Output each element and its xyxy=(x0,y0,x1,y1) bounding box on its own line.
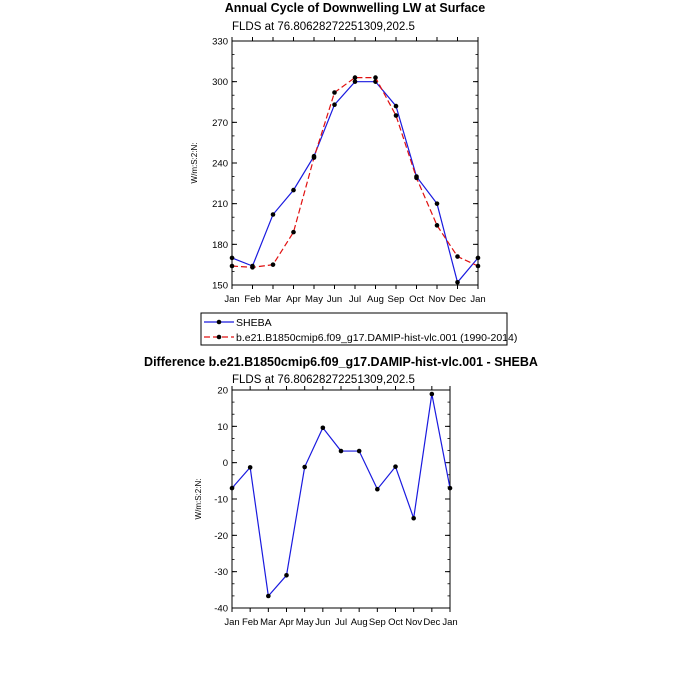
data-point xyxy=(430,392,435,397)
x-tick-label: Mar xyxy=(260,617,277,628)
x-tick-label: Oct xyxy=(409,294,424,305)
y-tick-label: 330 xyxy=(212,36,228,48)
x-axis-ticks xyxy=(224,386,457,628)
plot-frame xyxy=(232,390,450,608)
y-tick-label: -10 xyxy=(214,494,228,506)
x-tick-label: Jan xyxy=(224,294,240,305)
data-point xyxy=(230,256,235,261)
x-tick-label: Jul xyxy=(348,294,362,305)
y-tick-label: 0 xyxy=(222,458,228,470)
y-axis-ticks xyxy=(212,37,478,292)
data-point xyxy=(455,280,460,285)
legend-label-sheba: SHEBA xyxy=(236,317,272,329)
data-point xyxy=(271,262,276,267)
data-point xyxy=(230,486,235,491)
y-tick-label: -30 xyxy=(214,567,228,579)
data-point xyxy=(230,264,235,269)
data-point xyxy=(353,79,358,84)
data-point xyxy=(332,90,337,95)
x-tick-label: Apr xyxy=(279,617,294,628)
data-point xyxy=(476,256,481,261)
data-point xyxy=(455,254,460,259)
data-point xyxy=(248,465,253,470)
chart-subtitle: FLDS at 76.80628272251309,202.5 xyxy=(232,21,415,33)
data-point xyxy=(448,486,453,491)
data-point xyxy=(312,155,317,160)
x-tick-label: May xyxy=(305,294,323,305)
data-point xyxy=(411,516,416,521)
x-tick-label: Jul xyxy=(334,617,348,628)
x-tick-label: Dec xyxy=(449,294,466,305)
y-tick-label: 150 xyxy=(212,280,228,292)
y-axis-ticks xyxy=(214,386,450,615)
data-point xyxy=(332,102,337,107)
data-point xyxy=(435,201,440,206)
annual-cycle-panel xyxy=(190,1,486,305)
difference-panel xyxy=(144,355,538,628)
data-point xyxy=(414,176,419,181)
chart-title: Annual Cycle of Downwelling LW at Surface xyxy=(224,1,486,15)
x-tick-label: Sep xyxy=(368,617,386,628)
y-tick-label: -20 xyxy=(214,530,228,542)
data-point xyxy=(375,487,380,492)
chart-title: Difference b.e21.B1850cmip6.f09_g17.DAMIP-hist-vlc.001 - SHEBA xyxy=(144,355,538,369)
y-axis-label: W/m:S:2:N: xyxy=(190,142,199,184)
y-tick-label: -40 xyxy=(214,603,228,615)
data-point xyxy=(339,449,344,454)
series-line-1 xyxy=(232,78,478,268)
data-point xyxy=(353,75,358,80)
x-tick-label: Feb xyxy=(241,617,259,628)
series-group xyxy=(230,392,453,599)
data-point xyxy=(250,265,255,270)
chart-subtitle: FLDS at 76.80628272251309,202.5 xyxy=(232,374,415,386)
x-tick-label: Oct xyxy=(388,617,403,628)
x-tick-label: Jan xyxy=(224,617,240,628)
data-point xyxy=(321,425,326,430)
x-tick-label: Nov xyxy=(405,617,423,628)
legend-label-model: b.e21.B1850cmip6.f09_g17.DAMIP-hist-vlc.001 (1990-2014) xyxy=(236,332,518,344)
y-tick-label: 300 xyxy=(212,77,228,89)
legend-marker-sheba xyxy=(217,320,222,325)
series-group xyxy=(230,75,481,284)
x-tick-label: Jun xyxy=(326,294,343,305)
series-line-0 xyxy=(232,82,478,283)
data-point xyxy=(291,230,296,235)
y-axis-label: W/m:S:2:N: xyxy=(194,478,203,520)
data-point xyxy=(357,449,362,454)
data-point xyxy=(435,223,440,228)
x-tick-label: Dec xyxy=(423,617,441,628)
x-tick-label: Mar xyxy=(264,294,282,305)
data-point xyxy=(394,113,399,118)
data-point xyxy=(266,594,271,599)
x-tick-label: Jan xyxy=(470,294,486,305)
x-tick-label: Jun xyxy=(315,617,331,628)
data-point xyxy=(284,573,289,578)
y-tick-label: 240 xyxy=(212,158,228,170)
y-tick-label: 20 xyxy=(217,385,228,397)
data-point xyxy=(373,75,378,80)
x-tick-label: May xyxy=(295,617,314,628)
data-point xyxy=(394,104,399,109)
y-tick-label: 270 xyxy=(212,117,228,129)
legend-marker-model xyxy=(217,335,222,340)
x-tick-label: Apr xyxy=(286,294,301,305)
data-point xyxy=(302,465,307,470)
x-tick-label: Aug xyxy=(367,294,384,305)
x-tick-label: Aug xyxy=(350,617,368,628)
data-point xyxy=(291,188,296,193)
y-tick-label: 10 xyxy=(217,421,228,433)
y-tick-label: 210 xyxy=(212,199,228,211)
series-line-0 xyxy=(232,394,450,596)
x-tick-label: Feb xyxy=(244,294,261,305)
y-tick-label: 180 xyxy=(212,239,228,251)
data-point xyxy=(476,264,481,269)
x-tick-label: Nov xyxy=(428,294,446,305)
x-tick-label: Jan xyxy=(442,617,458,628)
data-point xyxy=(271,212,276,217)
data-point xyxy=(393,464,398,469)
legend xyxy=(201,313,517,345)
x-tick-label: Sep xyxy=(387,294,405,305)
